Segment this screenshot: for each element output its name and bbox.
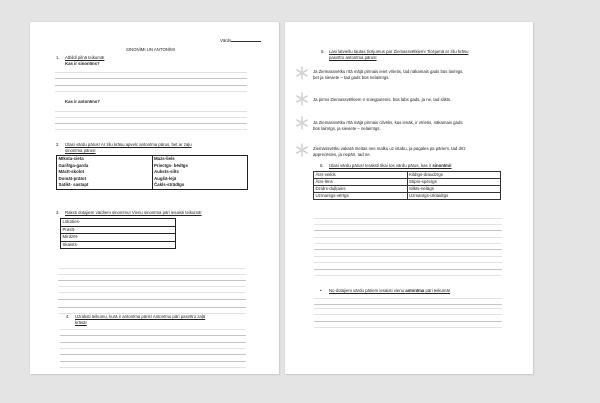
answer-line[interactable] xyxy=(58,286,246,287)
word-pair[interactable]: Priecīgs- bēdīgs xyxy=(152,163,248,170)
worksheet-page-1 xyxy=(30,22,279,374)
answer-line[interactable] xyxy=(55,123,247,124)
task-3-number: 3. xyxy=(56,210,60,215)
answer-line[interactable] xyxy=(58,307,246,308)
name-field[interactable] xyxy=(220,38,261,44)
question-antonym: Kas ir antonīms? xyxy=(65,99,100,104)
answer-line[interactable] xyxy=(314,314,502,315)
table-row xyxy=(57,156,248,163)
task-5-instruction-cont: pasvītro antonīma pārus! xyxy=(329,55,377,60)
task-7-instruction-text: No dotajiem vārdu pāriem iesaisti vienu xyxy=(329,288,406,293)
answer-line[interactable] xyxy=(314,224,502,225)
task-6-instruction-emphasis: sinonīmi! xyxy=(432,163,452,168)
task-5-instruction: Lasi latviešu tautas ticējumus par Ziemassvētkiem! Ticējumā ar zilu krāsu xyxy=(329,49,469,54)
task-7-instruction-text-end: pāri teikumā! xyxy=(424,288,451,293)
word-pair[interactable]: Ātrs-veikls xyxy=(314,172,408,179)
belief-text-cont: bet ja sieviete – tad gads būs nelaimīgs. xyxy=(313,75,390,80)
answer-line[interactable] xyxy=(314,275,502,276)
name-label: Vārds xyxy=(220,38,232,43)
task-2-instruction: Izlasi vārdu pārus! Ar zilu krāsu apvelc antonīma pārus, bet ar zaļu xyxy=(65,142,192,147)
synonym-pairs-table xyxy=(313,171,501,200)
belief-text-cont: būs laimīgs, ja sieviete – nelaimīgs. xyxy=(313,126,381,131)
answer-line[interactable] xyxy=(314,321,502,322)
word-pair[interactable]: Garšīga-garda xyxy=(57,163,153,170)
word-pair[interactable]: Domāt-prātot xyxy=(57,176,153,183)
bullet: • xyxy=(320,288,322,293)
belief-text: Ja pirms Ziemassvētkiem ir sniegputenis, būs labs gads, ja ne, tad slikts. xyxy=(313,97,452,102)
word-pair[interactable]: Auksts-silts xyxy=(152,169,248,176)
synonym-input-cell[interactable]: Lūkoties- xyxy=(61,219,176,227)
task-5-number: 5. xyxy=(321,49,325,54)
table-row xyxy=(57,169,248,176)
answer-line[interactable] xyxy=(314,298,502,299)
synonym-input-table xyxy=(60,218,176,249)
answer-line[interactable] xyxy=(60,361,246,362)
answer-line[interactable] xyxy=(314,218,502,219)
page-title: SINONĪMI UN ANTONĪMI xyxy=(126,47,175,52)
answer-line[interactable] xyxy=(314,269,502,270)
table-row xyxy=(314,186,501,193)
table-row xyxy=(61,241,176,249)
answer-line[interactable] xyxy=(55,129,247,130)
word-pair[interactable]: Uzmanīgs-vērīgs xyxy=(314,193,408,200)
answer-line[interactable] xyxy=(314,243,502,244)
word-pair[interactable]: Stiprs-spēcīgs xyxy=(407,179,501,186)
belief-text: Ja Ziemassvētku rītā mājā pirmais cilvēks, kas ienāk, ir vīrietis, nākamais gads xyxy=(313,120,463,125)
table-row xyxy=(57,176,248,183)
word-pair[interactable]: Augšā-lejā xyxy=(152,176,248,183)
answer-line[interactable] xyxy=(60,348,246,349)
snowflake-icon xyxy=(295,66,309,80)
task-7-instruction-emphasis: antonīma xyxy=(405,288,425,293)
answer-line[interactable] xyxy=(60,342,246,343)
belief-text: Ziemassvētku vakarā meitas nes malku uz istabu, ja pagales pa pāriem, tad drīz xyxy=(313,146,466,151)
snowflake-icon xyxy=(295,116,309,130)
answer-line[interactable] xyxy=(314,308,502,309)
table-row xyxy=(61,234,176,242)
task-2-instruction-cont: sinonīma pārus! xyxy=(65,148,96,153)
task-4-number: 4. xyxy=(66,314,70,319)
answer-line[interactable] xyxy=(314,327,502,328)
answer-line[interactable] xyxy=(55,85,247,86)
table-row xyxy=(314,193,501,200)
snowflake-icon xyxy=(295,143,309,157)
word-pair[interactable]: Ātrs-lēns xyxy=(314,179,408,186)
task-3-instruction: Raksti dotajiem vārdiem sinonīmu! Vienu sinonīma pāri iesaisti teikumā! xyxy=(65,210,202,215)
word-pair[interactable]: Dzidrs-duļķains xyxy=(314,186,408,193)
answer-line[interactable] xyxy=(55,72,247,73)
word-pair[interactable]: Silkts-nelāgs xyxy=(407,186,501,193)
task-4-instruction-cont: krāsā! xyxy=(75,320,87,325)
answer-line[interactable] xyxy=(58,280,246,281)
table-row xyxy=(314,179,501,186)
worksheet-page-2 xyxy=(285,22,533,374)
belief-text-cont: apprecēsies, ja nepārī, tad ne. xyxy=(313,152,371,157)
task-2-number: 2. xyxy=(56,142,60,147)
answer-line[interactable] xyxy=(60,367,246,368)
snowflake-icon xyxy=(295,92,309,106)
answer-line[interactable] xyxy=(314,256,502,257)
answer-line[interactable] xyxy=(58,299,246,300)
table-row xyxy=(57,163,248,170)
table-row xyxy=(314,172,501,179)
task-7-instruction xyxy=(329,288,450,294)
task-1-instruction: Atbildi pilnā teikumā! xyxy=(65,55,105,60)
answer-line[interactable] xyxy=(55,91,247,92)
answer-line[interactable] xyxy=(314,230,502,231)
synonym-input-cell[interactable]: Mirdzēt- xyxy=(61,234,176,242)
table-row xyxy=(61,219,176,227)
answer-line[interactable] xyxy=(314,304,502,305)
word-pair[interactable]: Mīksta-cieta xyxy=(57,156,153,163)
task-6-instruction xyxy=(329,163,452,169)
word-pair[interactable]: Mācīt-skolot xyxy=(57,169,153,176)
synonym-input-cell[interactable]: Prasīt- xyxy=(61,226,176,234)
word-pair[interactable]: Uzmanīgs-izklaidīgs xyxy=(407,193,501,200)
answer-line[interactable] xyxy=(60,354,246,355)
table-row xyxy=(57,182,248,189)
task-4-instruction: Uzraksti teikumu, kurā ir antonīma pāris! Antonīmu pāri pasvītro zaļā xyxy=(75,314,206,319)
word-pairs-table xyxy=(56,155,248,190)
word-pair[interactable]: Satikt- sastapt xyxy=(57,182,153,189)
synonym-input-cell[interactable]: Skaists- xyxy=(61,241,176,249)
answer-line[interactable] xyxy=(60,335,246,336)
word-pair[interactable]: Mazs-liels xyxy=(152,156,248,163)
table-row xyxy=(61,226,176,234)
answer-line[interactable] xyxy=(55,117,247,118)
answer-line[interactable] xyxy=(60,329,246,330)
task-1-number: 1. xyxy=(56,55,60,60)
task-6-number: 6. xyxy=(320,163,324,168)
answer-line[interactable] xyxy=(314,249,502,250)
answer-line[interactable] xyxy=(314,237,502,238)
answer-line[interactable] xyxy=(58,268,246,269)
word-pair[interactable]: Čakls-strādīgs xyxy=(152,182,248,189)
question-synonym: Kas ir sinonīms? xyxy=(65,61,100,66)
task-6-instruction-text: Izlasi vārdu pārus! Ieraksti tikai tos vārdu pārus, kas ir xyxy=(329,163,433,168)
answer-line[interactable] xyxy=(55,78,247,79)
word-pair[interactable]: Kildīgs-draudzīgs xyxy=(407,172,501,179)
answer-line[interactable] xyxy=(55,111,247,112)
answer-line[interactable] xyxy=(58,274,246,275)
answer-line[interactable] xyxy=(314,262,502,263)
answer-line[interactable] xyxy=(58,292,246,293)
belief-text: Ja Ziemassvētku rītā mājā pirmais ieiet vīrietis, tad nākamais gads būs laimīgs, xyxy=(313,69,464,74)
